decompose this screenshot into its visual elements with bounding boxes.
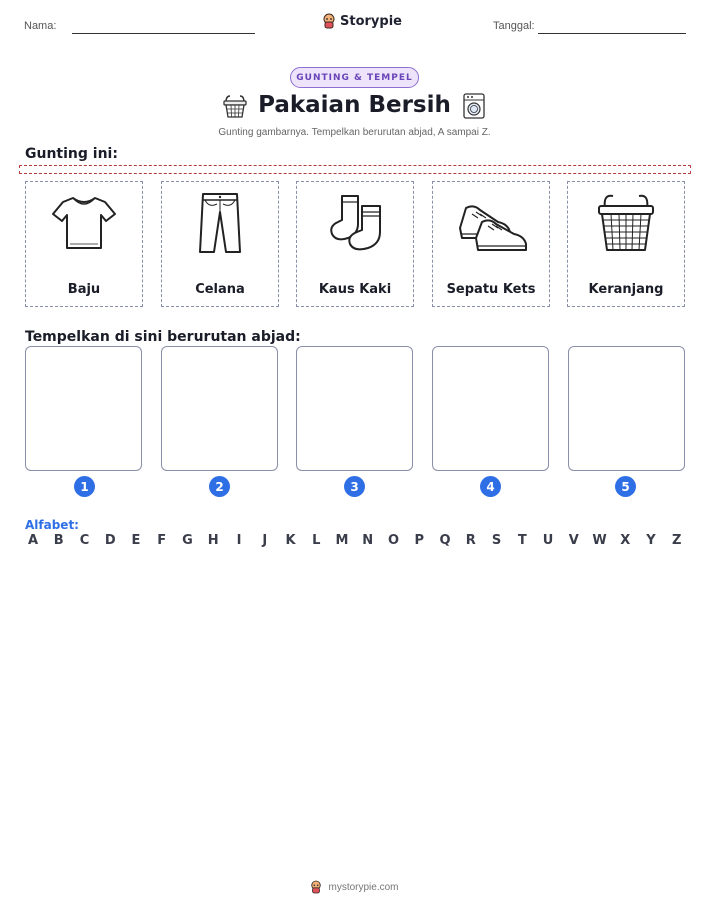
alphabet-letter: N xyxy=(362,533,374,548)
footer xyxy=(0,880,709,894)
instructions: Gunting gambarnya. Tempelkan berurutan abjad, A sampai Z. xyxy=(218,127,491,138)
brand-name: Storypie xyxy=(340,13,402,29)
alphabet-letter: O xyxy=(387,533,400,548)
alphabet-letter: E xyxy=(131,533,141,548)
tshirt-icon xyxy=(49,188,119,258)
alphabet-letter: T xyxy=(517,533,527,548)
cut-card-label: Celana xyxy=(195,282,245,297)
alphabet-letter: S xyxy=(491,533,502,548)
alphabet-letter: D xyxy=(104,533,116,548)
pants-icon xyxy=(185,188,255,258)
cut-card-baju[interactable] xyxy=(25,181,143,307)
storypie-mascot-icon xyxy=(322,13,336,29)
alphabet-letter: Y xyxy=(646,533,656,548)
alphabet-letter: R xyxy=(465,533,476,548)
alphabet-letter: I xyxy=(236,533,242,548)
socks-icon xyxy=(320,188,390,258)
cut-card-label: Baju xyxy=(67,282,101,297)
alphabet-letter: Z xyxy=(672,533,682,548)
paste-section-heading: Tempelkan di sini berurutan abjad: xyxy=(25,329,301,345)
alphabet-letter: J xyxy=(262,533,268,548)
alphabet-letter: A xyxy=(27,533,39,548)
sneakers-icon xyxy=(456,188,530,258)
paste-box-1[interactable] xyxy=(25,346,142,471)
alphabet-letter: Q xyxy=(439,533,451,548)
alphabet-letter: W xyxy=(592,533,607,548)
cut-card-keranjang[interactable] xyxy=(567,181,685,307)
cut-line xyxy=(19,165,691,174)
page-title: Pakaian Bersih xyxy=(258,92,451,118)
paste-box-4[interactable] xyxy=(432,346,549,471)
paste-box-5[interactable] xyxy=(568,346,685,471)
slot-number-1: 1 xyxy=(74,476,95,497)
cut-card-label: Keranjang xyxy=(588,282,664,297)
alphabet-letter: V xyxy=(568,533,579,548)
washing-machine-icon xyxy=(461,92,487,120)
cut-section-heading: Gunting ini: xyxy=(25,146,118,162)
alphabet-letter: X xyxy=(620,533,631,548)
alphabet-letter: H xyxy=(207,533,219,548)
alphabet-letter: L xyxy=(312,533,321,548)
cut-card-label: Kaus Kaki xyxy=(318,282,392,297)
alphabet-letter: G xyxy=(182,533,193,548)
cut-card-label: Sepatu Kets xyxy=(446,282,536,297)
alphabet-letter: B xyxy=(53,533,64,548)
slot-number-3: 3 xyxy=(344,476,365,497)
alphabet-letter: M xyxy=(335,533,349,548)
slot-number-2: 2 xyxy=(209,476,230,497)
basket-icon xyxy=(591,188,661,258)
cut-card-kaus-kaki[interactable] xyxy=(296,181,414,307)
slot-number-4: 4 xyxy=(480,476,501,497)
alphabet-letter: F xyxy=(157,533,167,548)
paste-box-2[interactable] xyxy=(161,346,278,471)
cut-card-sepatu-kets[interactable] xyxy=(432,181,550,307)
name-line[interactable] xyxy=(72,33,255,34)
alphabet-letter: U xyxy=(542,533,554,548)
alphabet-letter: P xyxy=(414,533,425,548)
name-label: Nama: xyxy=(24,20,57,32)
alphabet-letter: K xyxy=(285,533,296,548)
cut-card-celana[interactable] xyxy=(161,181,279,307)
date-line[interactable] xyxy=(538,33,686,34)
footer-site: mystorypie.com xyxy=(328,881,399,893)
activity-tag: GUNTING & TEMPEL xyxy=(290,67,419,88)
paste-box-3[interactable] xyxy=(296,346,413,471)
alphabet-row xyxy=(25,533,685,548)
date-label: Tanggal: xyxy=(493,20,535,32)
alphabet-letter: C xyxy=(79,533,90,548)
storypie-mascot-icon xyxy=(310,880,322,894)
alphabet-heading: Alfabet: xyxy=(25,518,79,532)
brand-logo xyxy=(322,13,402,29)
slot-number-5: 5 xyxy=(615,476,636,497)
